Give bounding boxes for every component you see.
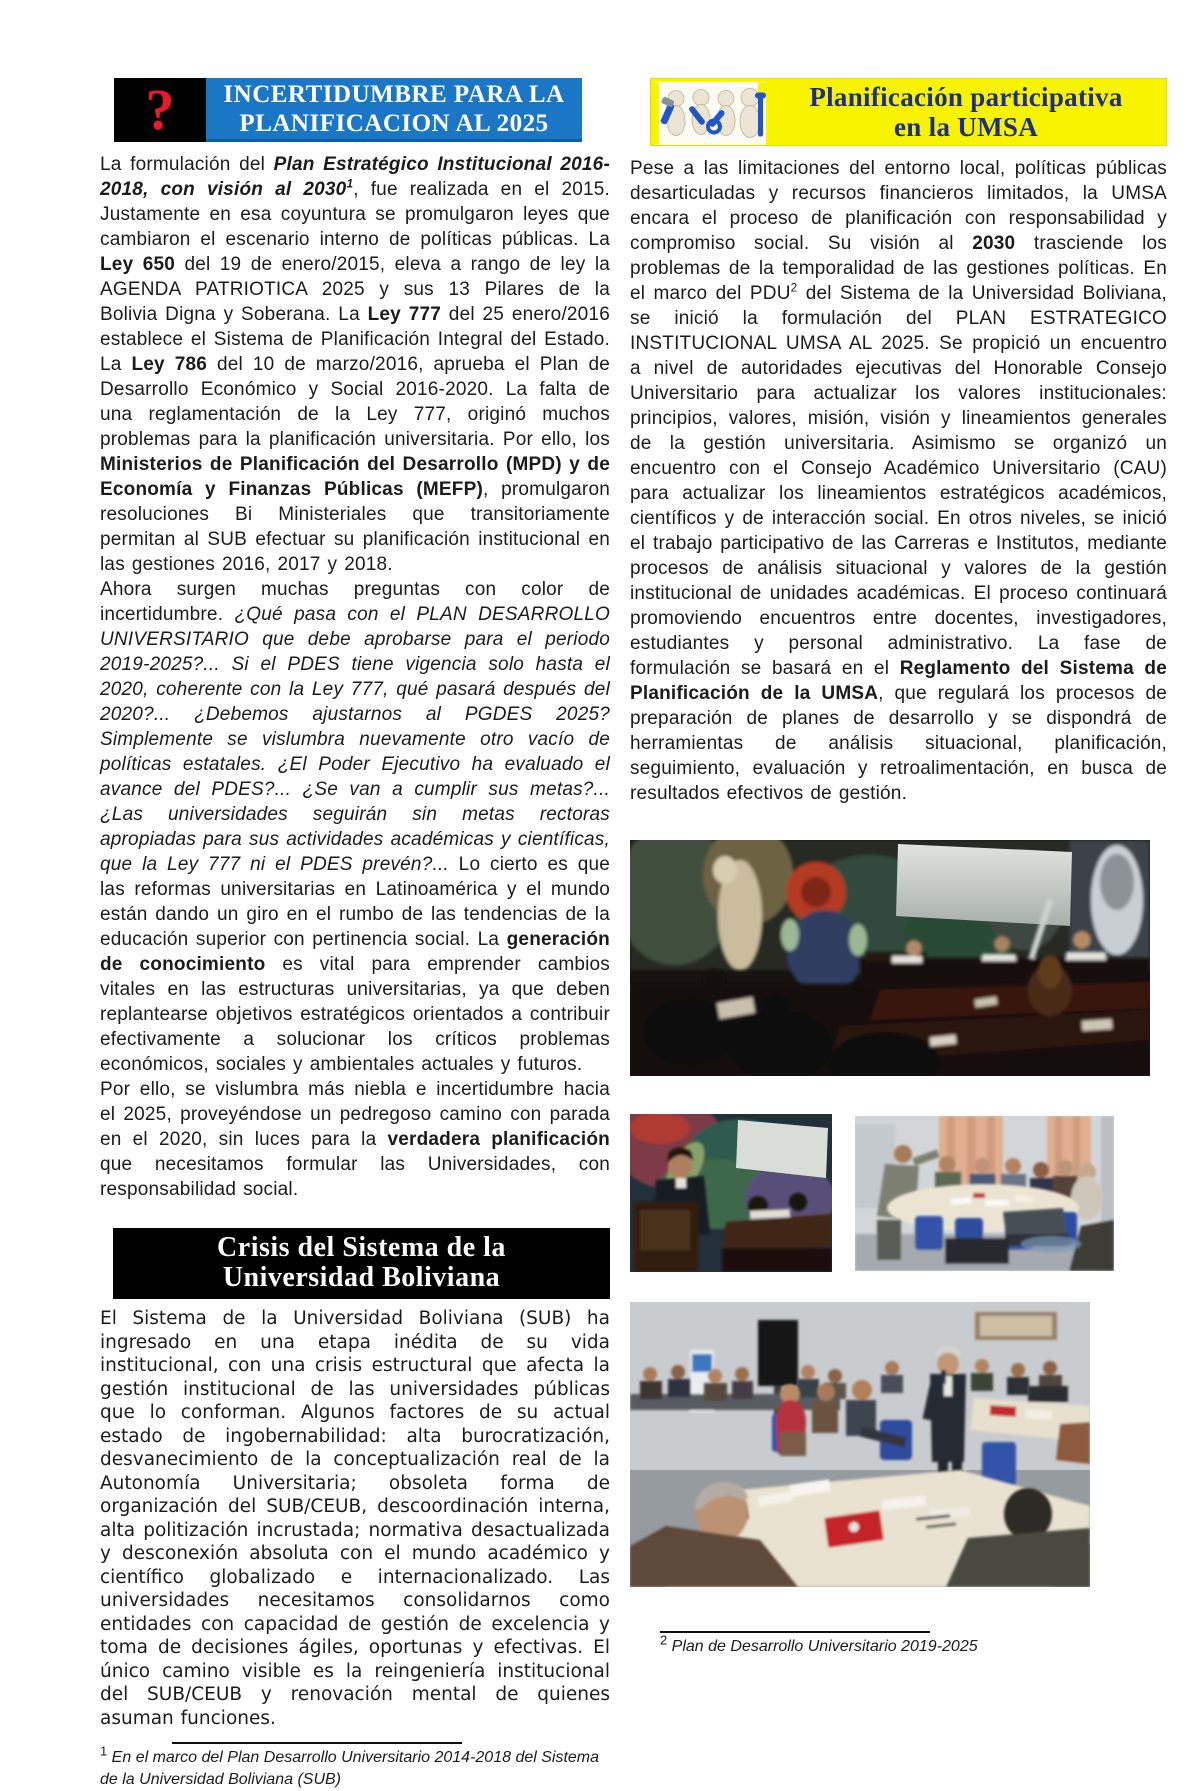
footnote-1 [100,1743,610,1791]
podium-speaker-photo [630,1114,832,1272]
standing-presenter-photo [630,1302,1090,1587]
right-column [630,78,1167,1658]
crisis-paragraph: El Sistema de la Universidad Boliviana (SUB) ha ingresado en una etapa inédita de su vida institucional, con una crisis estructural que afecta la gestión institucional de las universidades públicas que lo conforman. Algunos factores de su actual estado de ingobernabilidad: alta burocratización, desvanecimiento de la conceptualización real de la Autonomía Universitaria; obsoleta forma de organización del SUB/CEUB, descoordinación interna, alta politización incrustada; normativa desactualizada y desconexión absoluta con el mundo académico y científico globalizado e internacionalizado. Las universidades necesitamos consolidarnos como entidades con capacidad de gestión de excelencia y toma de decisiones ágiles, oportunas y efectivas. El único camino visible es la reingeniería institucional del SUB/CEUB y renovación mental de quienes asuman funciones. [100,1308,610,1729]
incertidumbre-header [114,78,582,142]
photo-row [630,1114,1167,1272]
crisis-title-line2: Universidad Boliviana [222,1262,501,1293]
footnote-1-text: En el marco del Plan Desarrollo Universitario 2014-2018 del Sistema de la Universidad Boliviana (SUB) [100,1749,600,1788]
people-with-tools-graphic [654,82,766,145]
footnote-2 [660,1632,1167,1658]
footnote-2-number: 2 [660,1632,668,1648]
planificacion-title-line2: en la UMSA [894,112,1038,142]
right-paragraph-1: Pese a las limitaciones del entorno local, políticas públicas desarticuladas y recursos financieros limitados, la UMSA encara el proceso de planificación con responsabilidad y compromiso social. Su visión al 2030 trasciende los problemas de la temporalidad de las gestiones políticas. En el marco del PDU$^2$ del Sistema de la Universidad Boliviana, se inició la formulación del PLAN ESTRATEGICO INSTITUCIONAL UMSA AL 2025. Se propició un encuentro a nivel de autoridades ejecutivas del Honorable Consejo Universitario para actualizar los valores institucionales: principios, valores, misión, visión y lineamientos generales de la gestión universitaria. Asimismo se organizó un encuentro con el Consejo Académico Universitario (CAU) para actualizar los lineamientos estratégicos académicos, científicos y de interacción social. En otros niveles, se inició el trabajo participativo de las Carreras e Institutos, mediante procesos de análisis situacional y valores de la gestión institucional de unidades académicas. El proceso continuará promoviendo encuentros entre docentes, investigadores, estudiantes y personal administrativo. La fase de formulación se basará en el Reglamento del Sistema de Planificación de la UMSA, que regulará los procesos de preparación de planes de desarrollo y se dispondrá de herramientas de análisis situacional, planificación, seguimiento, evaluación y retroalimentación, en busca de resultados efectivos de gestión. [630,158,1167,804]
crisis-title-line1: Crisis del Sistema de la [217,1232,506,1263]
incertidumbre-title-line1: INCERTIDUMBRE PARA LA [223,80,565,108]
footnote-2-text: Plan de Desarrollo Universitario 2019-2025 [667,1638,978,1655]
planificacion-title-line1: Planificación participativa [809,82,1123,112]
left-paragraph-1: La formulación del Plan Estratégico Institucional 2016-2018, con visión al 2030$^1$, fue realizada en el 2015. Justamente en esa coyuntura se promulgaron leyes que cambiaron el escenario interno de políticas públicas. La Ley 650 del 19 de enero/2015, eleva a rango de ley la AGENDA PATRIOTICA 2025 y sus 13 Pilares de la Bolivia Digna y Soberana. La Ley 777 del 25 enero/2016 establece el Sistema de Planificación Integral del Estado. La Ley 786 del 10 de marzo/2016, aprueba el Plan de Desarrollo Económico y Social 2016-2020. La falta de una reglamentación de la Ley 777, originó muchos problemas para la planificación universitaria. Por ello, los Ministerios de Planificación del Desarrollo (MPD) y de Economía y Finanzas Públicas (MEFP), promulgaron resoluciones Bi Ministeriales que transitoriamente permitan al SUB efectuar su planificación institucional en las gestiones 2016, 2017 y 2018. [100,154,611,575]
footnote-1-number: 1 [100,1743,108,1759]
left-paragraph-3: Por ello, se vislumbra más niebla e incertidumbre hacia el 2025, proveyéndose un pedregoso camino con parada en el 2020, sin luces para la verdadera planificación que necesitamos formular las Universidades, con responsabilidad social. [100,1079,610,1200]
planificacion-title [766,79,1166,145]
planificacion-header [650,78,1167,146]
crisis-section-header [113,1228,610,1299]
left-paragraph-2: Ahora surgen muchas preguntas con color de incertidumbre. ¿Qué pasa con el PLAN DESARROLLO UNIVERSITARIO que debe aprobarse para el periodo 2019-2025?... Si el PDES tiene vigencia solo hasta el 2020, coherente con la Ley 777, qué pasará después del 2020?... ¿Debemos ajustarnos al PGDES 2025? Simplemente se vislumbra nuevamente otro vacío de políticas estatales. ¿El Poder Ejecutivo ha evaluado el avance del PDES?... ¿Se van a cumplir sus metas?... ¿Las universidades seguirán sin metas rectoras apropiadas para sus actividades académicas y científicas, que la Ley 777 ni el PDES prevén?... Lo cierto es que las reformas universitarias en Latinoamérica y el mundo están dando un giro en el rumbo de las tendencias de la educación superior con pertinencia social. La generación de conocimiento es vital para emprender cambios vitales en las estructuras universitarias, ya que deben replantearse objetivos estratégicos orientados a contribuir efectivamente a solucionar los críticos problemas económicos, sociales y ambientales actuales y futuros. [100,579,610,1075]
footnote-1-block [100,1742,610,1791]
left-column [100,78,610,1791]
incertidumbre-title [206,78,582,142]
council-hall-meeting-photo [630,840,1150,1076]
question-mark-icon: ? [145,77,175,142]
roundtable-workshop-photo [855,1116,1114,1271]
footnote-2-divider [660,1631,930,1633]
incertidumbre-title-line2: PLANIFICACION AL 2025 [239,109,549,137]
footnote-2-block [630,1631,1167,1658]
footnote-1-divider [172,1742,462,1744]
people-with-tools-icon [654,82,766,145]
question-mark-badge [114,78,206,142]
